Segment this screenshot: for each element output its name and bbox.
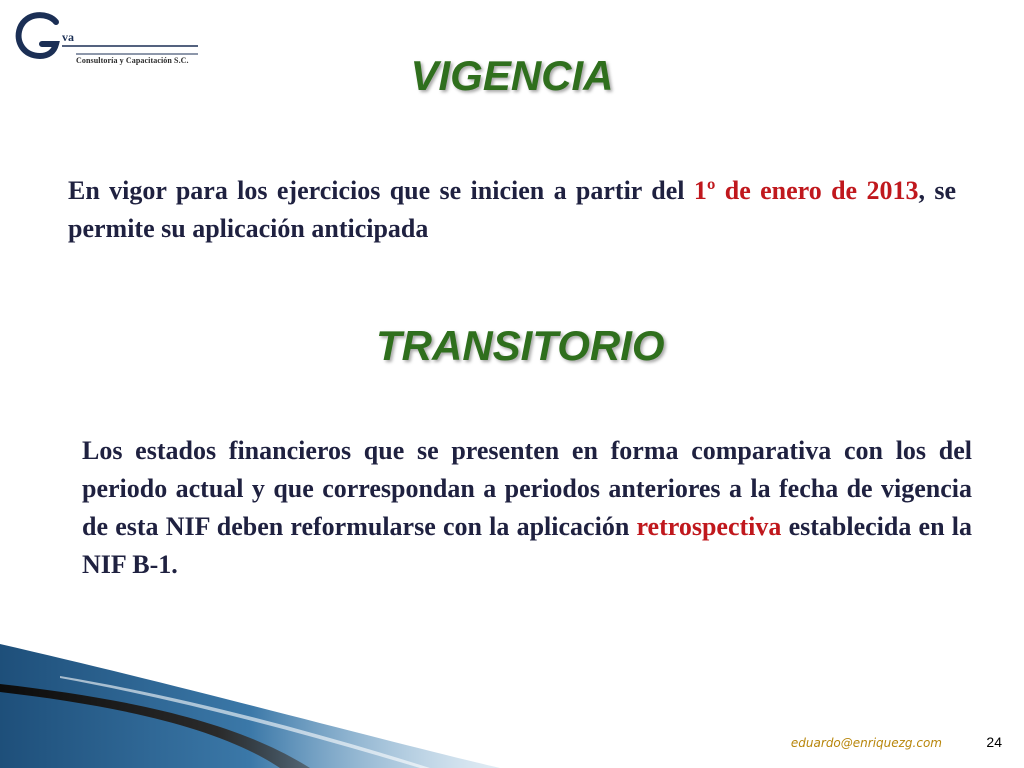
logo-company-name: Consultoría y Capacitación S.C. xyxy=(76,56,189,65)
footer-email: eduardo@enriquezg.com xyxy=(790,736,942,750)
transitorio-heading: TRANSITORIO xyxy=(376,322,665,369)
logo-sub-letters: va xyxy=(62,30,74,44)
transitorio-paragraph xyxy=(82,432,972,584)
vigencia-text-part-1: En vigor para los ejercicios que se inicien a partir del xyxy=(68,176,694,205)
vigencia-text-part-2: , se permite su aplicación anticipada xyxy=(68,176,956,243)
vigencia-heading: VIGENCIA xyxy=(410,52,614,99)
transitorio-text-part-1: Los estados financieros que se presenten en forma comparativa con los del periodo actual y que correspondan a periodos anteriores a la fecha de vigencia de esta NIF deben reformularse con la aplicación xyxy=(82,436,972,541)
page-number: 24 xyxy=(986,734,1002,750)
transitorio-text-part-2: establecida en la NIF B-1. xyxy=(82,512,972,579)
vigencia-date-highlight: 1º de enero de 2013 xyxy=(693,176,919,205)
transitorio-highlight: retrospectiva xyxy=(636,512,782,541)
vigencia-paragraph xyxy=(68,172,956,248)
